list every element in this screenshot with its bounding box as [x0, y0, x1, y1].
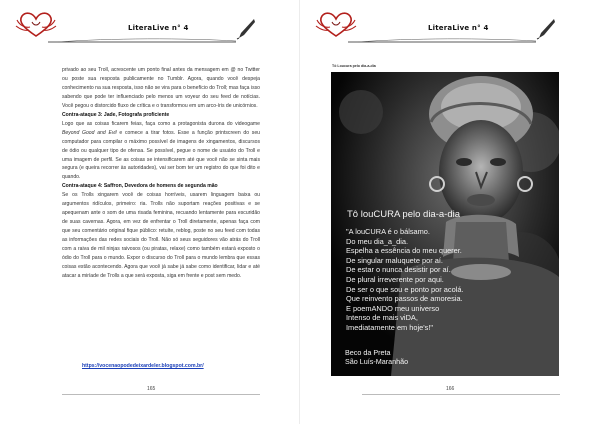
poem-line: De ser o que sou e ponto por acolá.	[346, 284, 464, 294]
poem-line: Imediatamente em hoje's!"	[346, 322, 434, 332]
header-title: LiteraLive n° 4	[128, 24, 189, 32]
header-divider	[48, 36, 248, 46]
poem-line: Espelha a essência do meu querer.	[346, 246, 462, 256]
poem-text	[346, 227, 556, 333]
footer-divider	[362, 394, 560, 395]
poem-line: "A louCURA é o bálsamo.	[346, 227, 430, 236]
poem-line: De plural irreverente por aqui.	[346, 274, 444, 284]
paragraph-text: e comece a tirar fotos. Esse a função printscreen do seu computador para compilar o máximo possível de imagens de xingamentos, discursos de ódio ou qualquer tipo de ofensa. Se possível, pegue o nome de usuário do Troll e uma imagem de perfil. Se as coisas se intensificarem até que você não se sinta mais segura (e queira recorrer às autoridades), vai ser bom ter um registro do que foi dito e quando.	[62, 129, 260, 181]
poem-line: De estar o nunca desistir por aí.	[346, 265, 451, 275]
poem-line: Do meu dia_a_dia.	[346, 236, 409, 246]
paragraph-text: Logo que as coisas ficarem feias, faça como a protagonista durona do videogame	[62, 120, 260, 127]
game-title: Beyond Good and Evil	[62, 129, 117, 136]
poem-line: Que reinvento passos de amoresia.	[346, 294, 463, 304]
poem-line: De singular maluquete por aí.	[346, 255, 443, 265]
paragraph-intro: privado ao seu Troll, acrescente um ponto final antes da mensagem em @ no Twitter ou poste sua resposta publicamente no Tumblr. Agora, quando você despeja conhecimento na sua resposta, isso não se vira para o benefício do Troll; mas faça isso sabendo que pode ter influenciado pelo menos um voyeur do seu feed de notícias. Você pegou o distorcido fluxo de crítica e o transformou em um arco-íris de unicórnios.	[62, 67, 260, 109]
header-title: LiteraLive n° 4	[428, 24, 489, 32]
heading-counterattack-3: Contra-ataque 3: Jade, Fotografa proficiente	[62, 111, 170, 118]
photo-caption: Tô Loucura pelo dia-a-dia	[332, 64, 376, 68]
photo-location	[345, 348, 408, 366]
blog-link[interactable]: https://vocenaopodedeixardeler.blogspot.com.br/	[82, 363, 204, 369]
heading-counterattack-4: Contra-ataque 4: Saffron, Devedora de homens de segunda mão	[62, 183, 218, 190]
page-number: 165	[147, 386, 156, 392]
footer-divider	[62, 394, 260, 395]
location-line: Beco da Preta	[345, 348, 391, 357]
article-body	[62, 66, 260, 281]
header-divider	[348, 36, 548, 46]
right-page	[300, 0, 600, 424]
location-line: São Luís-Maranhão	[345, 357, 409, 366]
paragraph-counterattack-4: Se os Trolls xingarem você de coisas horríveis, usarem linguagem baixa ou argumentos ridículos, primeiro: ria. Trolls não suportam reações positivas e se apequenam ante o som de uma risada feminina, recuando lentamente para escuridão de suas cavernas. Agora, em vez de enfrentar o Troll diretamente, apenas faça com que seu comentário original fique público: retuíte, reblog, poste no seu feed com todas as informações das redes sociais do Troll. Não só seus seguidores vão atrás do Troll com a raiva de mil ninjas raivosos (ou piratas, relaxe) como também estará exposto o ódio do Troll para o mundo. Expor o discurso do Troll para o mundo lembra que essas coisas estão acontecendo. Agora que você já sabe já sabe como identificar, lidar e até atacar a miríade de Trolls a que será exposta, siga em frente e post sem medo.	[62, 192, 260, 279]
page-number: 166	[446, 386, 455, 392]
poem-photo	[331, 72, 559, 376]
paragraph-counterattack-3	[62, 120, 260, 183]
quill-pen-icon	[536, 18, 556, 40]
poem-line: Intenso de mais viDA,	[346, 313, 418, 323]
quill-pen-icon	[236, 18, 256, 40]
poem-title: Tô louCURA pelo dia-a-dia	[347, 209, 461, 220]
poem-line: E poemANDO meu universo	[346, 303, 440, 313]
